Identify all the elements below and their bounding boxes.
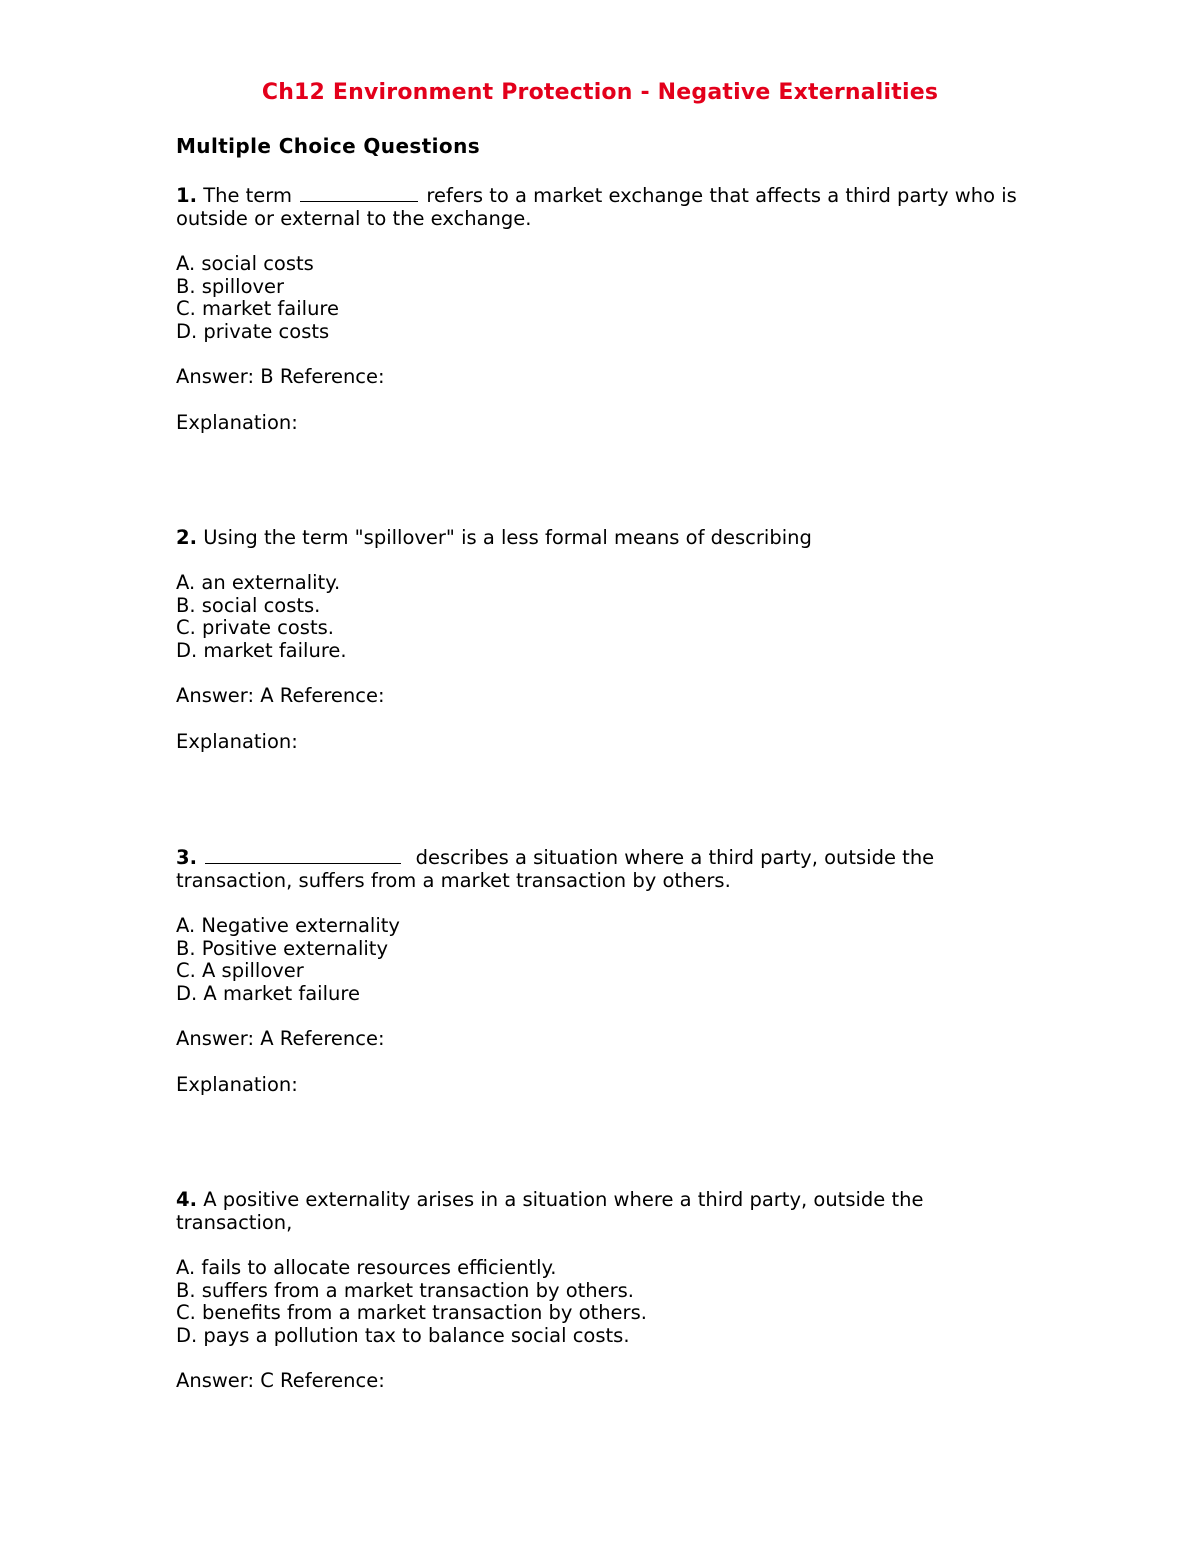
question-text — [176, 183, 1036, 230]
answer-line: Answer: A Reference: — [176, 1027, 385, 1051]
option-d: D. pays a pollution tax to balance social costs. — [176, 1323, 630, 1347]
options-list — [176, 252, 1036, 342]
section-heading: Multiple Choice Questions — [176, 134, 481, 158]
option-b: B. social costs. — [176, 593, 321, 617]
explanation-label: Explanation: — [176, 1073, 298, 1097]
option-a: A. an externality. — [176, 571, 341, 594]
question-2 — [176, 526, 1036, 753]
answer-line: Answer: A Reference: — [176, 684, 385, 708]
option-c: C. benefits from a market transaction by others. — [176, 1301, 647, 1325]
option-d: D. private costs — [176, 319, 330, 343]
fill-in-blank — [205, 845, 401, 864]
question-4 — [176, 1188, 1036, 1415]
options-list — [176, 571, 1036, 661]
option-c: C. market failure — [176, 297, 340, 321]
question-text — [176, 1188, 1036, 1234]
option-d: D. market failure. — [176, 638, 347, 662]
fill-in-blank — [300, 183, 418, 202]
question-body: A positive externality arises in a situation where a third party, outside the transaction, — [176, 1188, 924, 1234]
question-text-after-blank: refers to a market exchange that affects a third party who is outside or external to the exchange. — [176, 184, 1017, 230]
question-number: 2. — [176, 526, 197, 549]
question-3 — [176, 845, 1036, 1096]
option-c: C. A spillover — [176, 959, 304, 983]
option-a: A. Negative externality — [176, 914, 400, 937]
question-body: Using the term "spillover" is a less formal means of describing — [203, 526, 812, 549]
question-number: 1. — [176, 184, 197, 207]
option-a: A. social costs — [176, 252, 314, 275]
explanation-label: Explanation: — [176, 730, 298, 754]
document-title: Ch12 Environment Protection - Negative Externalities — [261, 80, 939, 105]
options-list — [176, 914, 1036, 1004]
answer-line: Answer: C Reference: — [176, 1369, 385, 1393]
answer-line: Answer: B Reference: — [176, 365, 385, 389]
question-text — [176, 526, 1036, 549]
option-b: B. spillover — [176, 274, 285, 298]
question-number: 4. — [176, 1188, 197, 1211]
options-list — [176, 1256, 1036, 1346]
option-d: D. A market failure — [176, 981, 360, 1005]
explanation-label: Explanation: — [176, 411, 298, 435]
option-c: C. private costs. — [176, 616, 334, 640]
option-b: B. suffers from a market transaction by others. — [176, 1278, 635, 1302]
question-text-after-blank: describes a situation where a third party, outside the transaction, suffers from a market transaction by others. — [176, 846, 935, 892]
option-b: B. Positive externality — [176, 936, 388, 960]
question-text — [176, 845, 1036, 892]
question-1 — [176, 183, 1036, 434]
option-a: A. fails to allocate resources efficiently. — [176, 1256, 557, 1279]
question-number: 3. — [176, 846, 197, 869]
question-text-before-blank: The term — [203, 184, 292, 207]
